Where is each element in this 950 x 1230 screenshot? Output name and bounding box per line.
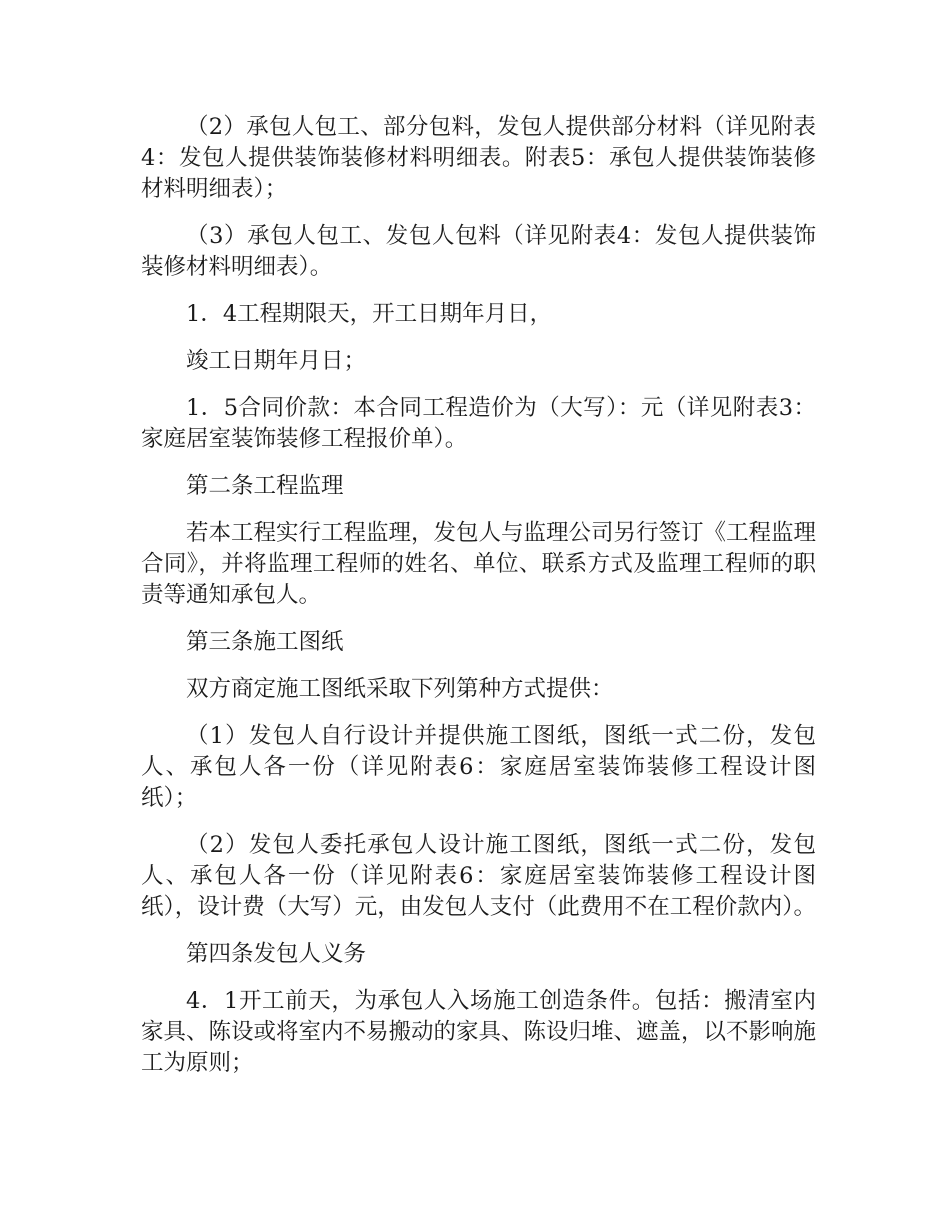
paragraph-contract-price: 1．5合同价款：本合同工程造价为（大写）：元（详见附表3：家庭居室装饰装修工程报价单）。 [141, 395, 816, 452]
heading-article-3: 第三条施工图纸 [186, 629, 344, 655]
paragraph-drawing-option-2: （2）发包人委托承包人设计施工图纸，图纸一式二份，发包人、承包人各一份（详见附表6：家庭居室装饰装修工程设计图纸），设计费（大写）元，由发包人支付（此费用不在工程价款内）。 [141, 832, 817, 920]
paragraph-material-option-3: （3）承包人包工、发包人包料（详见附表4：发包人提供装饰装修材料明细表）。 [141, 223, 816, 280]
paragraph-work-period: 1．4工程期限天，开工日期年月日， [186, 301, 553, 327]
document-body [141, 112, 816, 1095]
paragraph-owner-duty-4-1: 4．1开工前天，为承包人入场施工创造条件。包括：搬清室内家具、陈设或将室内不易搬动的家具、陈设归堆、遮盖，以不影响施工为原则； [141, 988, 817, 1076]
heading-article-2: 第二条工程监理 [186, 473, 344, 499]
paragraph-completion-date: 竣工日期年月日； [186, 348, 367, 374]
heading-article-4: 第四条发包人义务 [186, 941, 367, 967]
paragraph-drawing-method: 双方商定施工图纸采取下列第种方式提供： [186, 676, 614, 702]
paragraph-supervision: 若本工程实行工程监理，发包人与监理公司另行签订《工程监理合同》，并将监理工程师的姓名、单位、联系方式及监理工程师的职责等通知承包人。 [141, 520, 817, 608]
paragraph-material-option-2: （2）承包人包工、部分包料，发包人提供部分材料（详见附表4：发包人提供装饰装修材料明细表。附表5：承包人提供装饰装修材料明细表）； [141, 114, 816, 202]
paragraph-drawing-option-1: （1）发包人自行设计并提供施工图纸，图纸一式二份，发包人、承包人各一份（详见附表6：家庭居室装饰装修工程设计图纸）； [141, 723, 816, 811]
